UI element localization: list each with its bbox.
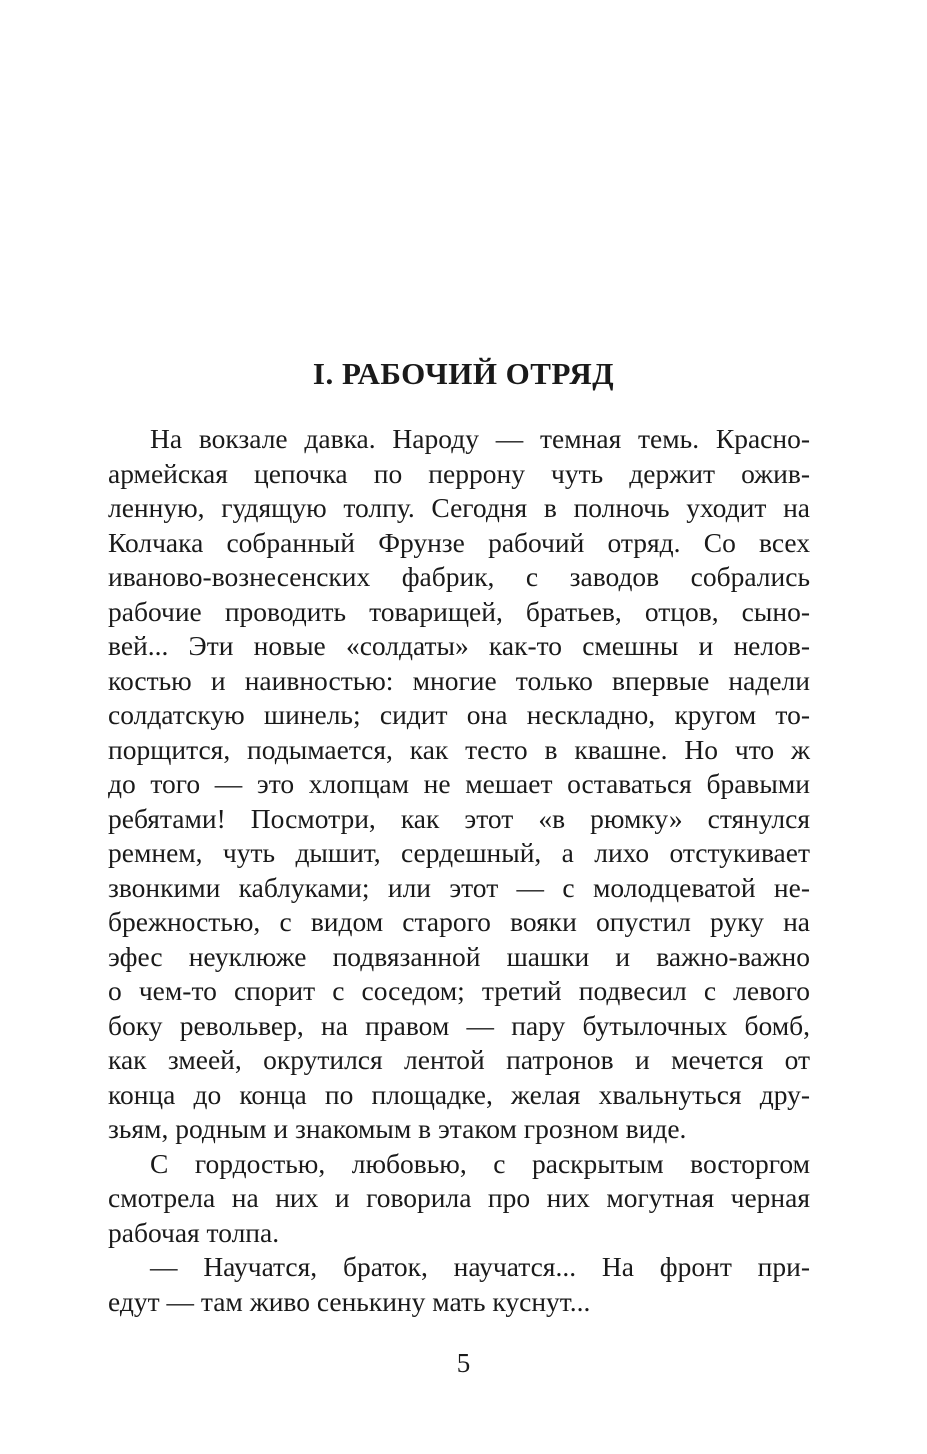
- page-number: 5: [456, 1348, 471, 1378]
- text-line: ремнем, чуть дышит, сердешный, а лихо отстукивает: [108, 837, 810, 868]
- chapter-title: I. РАБОЧИЙ ОТРЯД: [312, 356, 615, 391]
- text-line: Колчака собранный Фрунзе рабочий отряд. Со всех: [108, 526, 810, 558]
- text-line: как змеей, окрутился лентой патронов и мечется от: [108, 1044, 810, 1075]
- text-line: брежностью, с видом старого вояки опустил руку на: [108, 906, 810, 937]
- text-line: ленную, гудящую толпу. Сегодня в полночь уходит на: [108, 492, 810, 523]
- paragraph-3: [108, 1250, 810, 1319]
- text-line: о чем-то спорит с соседом; третий подвесил с левого: [108, 975, 810, 1006]
- text-line: зьям, родным и знакомым в этаком грозном виде.: [108, 1113, 687, 1144]
- text-line: порщится, подымается, как тесто в квашне. Но что ж: [108, 733, 810, 765]
- text-line: иваново-вознесенских фабрик, с заводов собрались: [108, 561, 810, 592]
- text-line: — Научатся, браток, научатся... На фронт при-: [150, 1251, 810, 1282]
- text-line: эфес неуклюже подвязанной шашки и важно-важно: [108, 940, 810, 972]
- text-line: армейская цепочка по перрону чуть держит ожив-: [108, 457, 810, 489]
- text-line: На вокзале давка. Народу — темная темь. Красно-: [150, 423, 810, 454]
- text-line: звонкими каблуками; или этот — с молодцеватой не-: [108, 871, 810, 903]
- text-line: костью и наивностью: многие только впервые надели: [108, 664, 810, 696]
- paragraph-2: [108, 1147, 810, 1251]
- text-line: ребятами! Посмотри, как этот «в рюмку» стянулся: [108, 802, 810, 834]
- text-line: до того — это хлопцам не мешает оставаться бравыми: [108, 768, 810, 799]
- text-line: боку револьвер, на правом — пару бутылочных бомб,: [108, 1009, 810, 1041]
- text-line: солдатскую шинель; сидит она нескладно, кругом то-: [108, 699, 810, 730]
- text-line: С гордостью, любовью, с раскрытым восторгом: [150, 1147, 810, 1179]
- paragraph-1: [108, 422, 810, 1147]
- text-line: вей... Эти новые «солдаты» как-то смешны и нелов-: [108, 630, 810, 661]
- text-line: конца до конца по площадке, желая хвальнуться дру-: [108, 1078, 810, 1110]
- text-line: едут — там живо сенькину мать куснут...: [108, 1285, 591, 1317]
- text-line: рабочие проводить товарищей, братьев, отцов, сыно-: [108, 595, 810, 627]
- body-text: [108, 422, 810, 1319]
- text-line: рабочая толпа.: [108, 1216, 280, 1248]
- text-line: смотрела на них и говорила про них могутная черная: [108, 1182, 810, 1213]
